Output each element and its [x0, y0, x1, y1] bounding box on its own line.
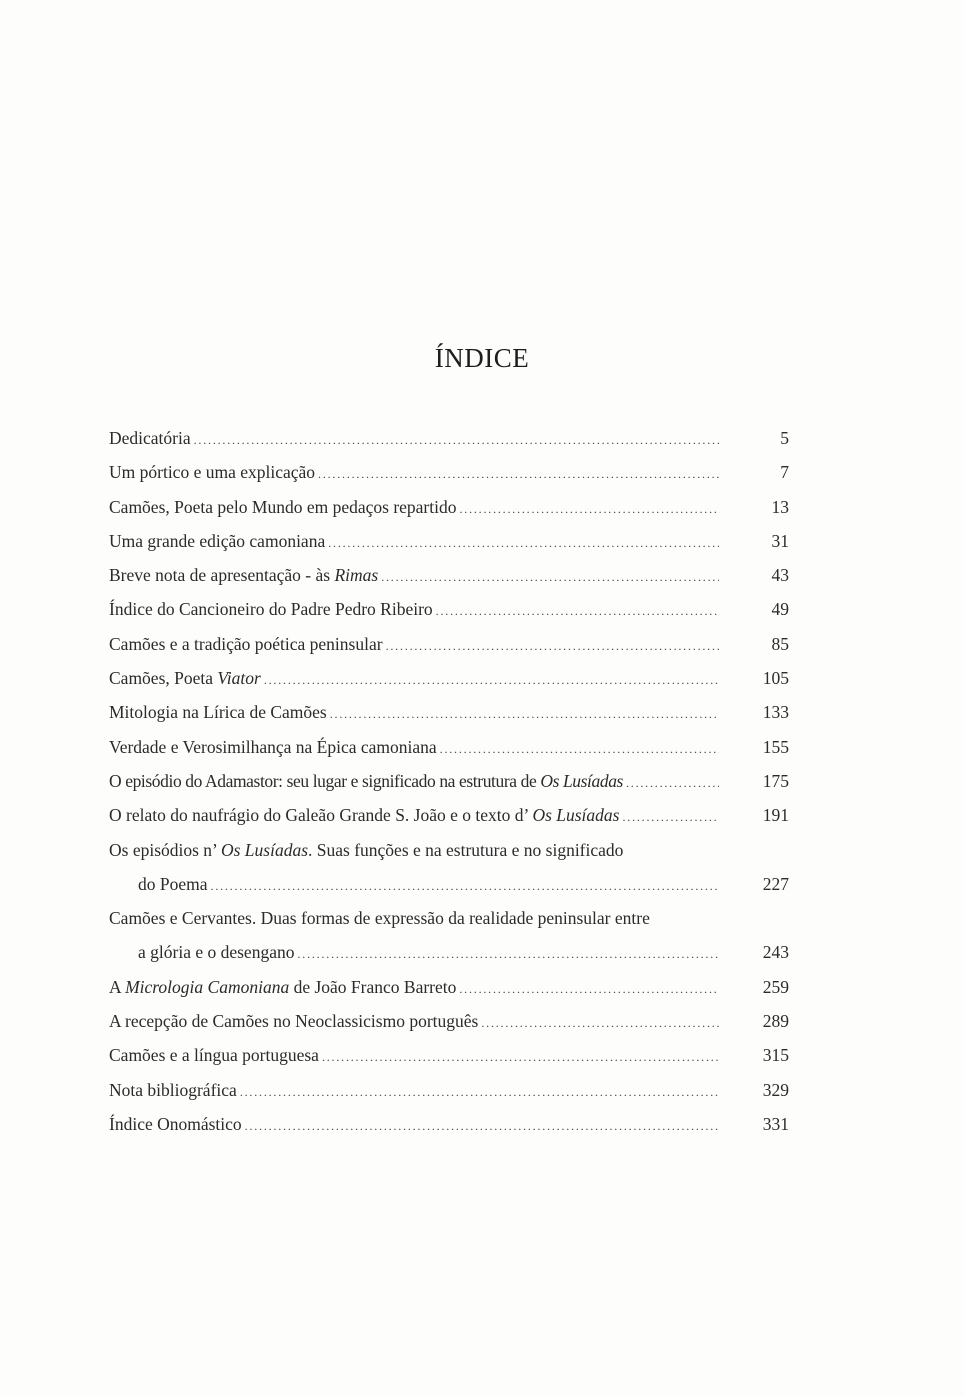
- dot-leader: [622, 800, 719, 834]
- page-number: 31: [771, 530, 789, 551]
- toc-entry: [109, 970, 789, 1004]
- toc-entry: [109, 833, 789, 902]
- page-number: 243: [762, 942, 789, 963]
- toc-entry: [109, 730, 789, 764]
- dot-leader: [264, 663, 719, 697]
- toc-entry: [109, 661, 789, 695]
- entry-title: O episódio do Adamastor: seu lugar e significado na estrutura de Os Lusíadas: [109, 770, 623, 791]
- entry-title: Camões, Poeta pelo Mundo em pedaços repartido: [109, 496, 457, 517]
- entry-title: Dedicatória: [109, 428, 191, 448]
- toc-entry: [109, 798, 789, 832]
- entry-title: Mitologia na Lírica de Camões: [109, 702, 327, 723]
- page-number: 49: [771, 599, 789, 620]
- dot-leader: [381, 560, 719, 594]
- dot-leader: [481, 1006, 719, 1040]
- toc-entry: [109, 764, 789, 798]
- dot-leader: [459, 972, 719, 1006]
- toc-entry: [109, 421, 789, 455]
- entry-title: Verdade e Verosimilhança na Épica camoniana: [109, 736, 437, 757]
- entry-title: Índice Onomástico: [109, 1113, 242, 1134]
- toc-entry: [109, 1107, 789, 1141]
- entry-title: Uma grande edição camoniana: [109, 530, 326, 551]
- page-number: 315: [762, 1045, 789, 1066]
- entry-title: A recepção de Camões no Neoclassicismo português: [109, 1011, 479, 1032]
- entry-title: Camões e Cervantes. Duas formas de expressão da realidade peninsular entre: [109, 908, 650, 929]
- entry-title-continuation: do Poema: [138, 873, 208, 894]
- page-number: 13: [771, 496, 789, 517]
- dot-leader: [211, 869, 719, 903]
- entry-title: Camões, Poeta Viator: [109, 668, 261, 689]
- dot-leader: [297, 937, 719, 971]
- dot-leader: [386, 629, 719, 663]
- page-number: 7: [780, 462, 789, 483]
- page-number: 259: [762, 976, 789, 997]
- toc-entry: [109, 1073, 789, 1107]
- page-number: 329: [762, 1079, 789, 1100]
- toc-entry: [109, 455, 789, 489]
- entry-title: Um pórtico e uma explicação: [109, 462, 316, 483]
- entry-title: Camões e a tradição poética peninsular: [109, 633, 383, 654]
- page-number: 331: [762, 1113, 789, 1134]
- page-number: 175: [762, 770, 789, 791]
- dot-leader: [318, 457, 719, 491]
- dot-leader: [194, 423, 719, 457]
- toc-entry: [109, 490, 789, 524]
- page-number: 5: [780, 428, 789, 448]
- page-number: 155: [762, 736, 789, 757]
- entry-title: Breve nota de apresentação - às Rimas: [109, 565, 379, 586]
- toc-entry: [109, 558, 789, 592]
- entry-title: Os episódios n’ Os Lusíadas. Suas funções e na estrutura e no significado: [109, 839, 624, 860]
- page-number: 133: [762, 702, 789, 723]
- page-number: 105: [762, 668, 789, 689]
- page-number: 227: [762, 873, 789, 894]
- dot-leader: [459, 492, 719, 526]
- dot-leader: [436, 594, 719, 628]
- toc-entry: [109, 627, 789, 661]
- dot-leader: [322, 1040, 719, 1074]
- page-number: 85: [771, 633, 789, 654]
- dot-leader: [440, 732, 719, 766]
- dot-leader: [328, 526, 719, 560]
- entry-title: Nota bibliográfica: [109, 1079, 237, 1100]
- page-title: ÍNDICE: [434, 343, 530, 373]
- page-number: 43: [771, 565, 789, 586]
- toc-entry: [109, 1004, 789, 1038]
- table-of-contents: [109, 421, 789, 1141]
- toc-entry: [109, 524, 789, 558]
- toc-entry: [109, 695, 789, 729]
- entry-title: Camões e a língua portuguesa: [109, 1045, 319, 1066]
- page-number: 191: [762, 805, 789, 826]
- dot-leader: [330, 697, 719, 731]
- entry-title-continuation: a glória e o desengano: [138, 942, 295, 963]
- dot-leader: [245, 1109, 719, 1143]
- entry-title: A Micrologia Camoniana de João Franco Barreto: [109, 976, 457, 997]
- entry-title: O relato do naufrágio do Galeão Grande S. João e o texto d’ Os Lusíadas: [109, 805, 620, 826]
- toc-entry: [109, 1038, 789, 1072]
- page-number: 289: [762, 1011, 789, 1032]
- dot-leader: [240, 1075, 719, 1109]
- toc-entry: [109, 592, 789, 626]
- entry-title: Índice do Cancioneiro do Padre Pedro Ribeiro: [109, 599, 433, 620]
- toc-entry: [109, 901, 789, 970]
- dot-leader: [626, 766, 719, 800]
